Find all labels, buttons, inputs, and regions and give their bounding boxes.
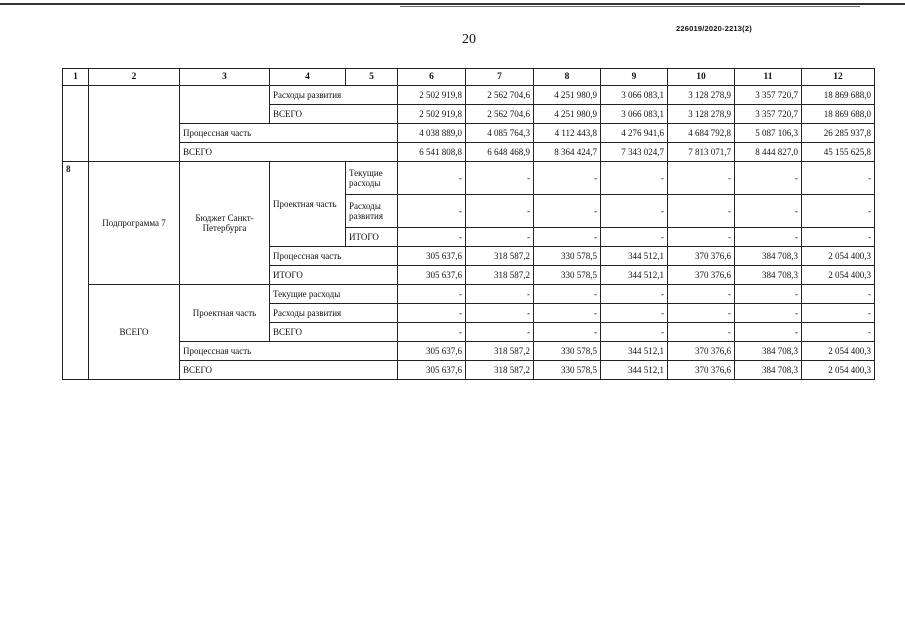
value-cell: 4 684 792,8 [668, 124, 735, 143]
program-name-cell [89, 86, 180, 162]
value-cell: - [398, 228, 466, 247]
value-cell: - [668, 162, 735, 195]
row-label: ВСЕГО [270, 105, 398, 124]
value-cell: - [668, 228, 735, 247]
value-cell: 45 155 625,8 [802, 143, 875, 162]
row-label: Расходы развития [270, 86, 398, 105]
value-cell: 370 376,6 [668, 342, 735, 361]
column-header: 9 [601, 69, 668, 86]
column-header: 8 [534, 69, 601, 86]
value-cell: 4 251 980,9 [534, 86, 601, 105]
value-cell: - [802, 162, 875, 195]
value-cell: - [735, 228, 802, 247]
value-cell: - [735, 285, 802, 304]
table-row [63, 143, 875, 162]
value-cell: - [534, 228, 601, 247]
value-cell: 3 128 278,9 [668, 86, 735, 105]
value-cell: 370 376,6 [668, 266, 735, 285]
table-row [63, 124, 875, 143]
page-number: 20 [462, 32, 476, 47]
value-cell: 344 512,1 [601, 266, 668, 285]
value-cell: 3 066 083,1 [601, 86, 668, 105]
value-cell: - [466, 323, 534, 342]
value-cell: - [534, 162, 601, 195]
value-cell: 6 541 808,8 [398, 143, 466, 162]
row-label: ВСЕГО [180, 143, 398, 162]
value-cell: - [735, 195, 802, 228]
value-cell: - [398, 162, 466, 195]
value-cell: - [398, 195, 466, 228]
column-header: 7 [466, 69, 534, 86]
column-header: 11 [735, 69, 802, 86]
value-cell: 344 512,1 [601, 247, 668, 266]
scan-top-border-secondary [400, 6, 860, 7]
value-cell: 344 512,1 [601, 361, 668, 380]
value-cell: 2 054 400,3 [802, 247, 875, 266]
value-cell: 384 708,3 [735, 361, 802, 380]
value-cell: 2 502 919,8 [398, 86, 466, 105]
value-cell: 8 444 827,0 [735, 143, 802, 162]
value-cell: 6 648 468,9 [466, 143, 534, 162]
program-name-cell: Подпрограмма 7 [89, 162, 180, 285]
value-cell: - [534, 323, 601, 342]
row-label: Текущие расходы [346, 162, 398, 195]
value-cell: 330 578,5 [534, 361, 601, 380]
column-header: 12 [802, 69, 875, 86]
value-cell: - [802, 323, 875, 342]
column-header: 2 [89, 69, 180, 86]
value-cell: 4 276 941,6 [601, 124, 668, 143]
value-cell: 7 813 071,7 [668, 143, 735, 162]
row-label: Расходы развития [270, 304, 398, 323]
row-label: Процессная часть [180, 342, 398, 361]
source-cell: Бюджет Санкт-Петербурга [180, 162, 270, 285]
value-cell: 2 054 400,3 [802, 266, 875, 285]
value-cell: - [466, 162, 534, 195]
value-cell: 318 587,2 [466, 342, 534, 361]
row-label: ИТОГО [270, 266, 398, 285]
row-number-cell: 8 [63, 162, 89, 380]
column-header: 3 [180, 69, 270, 86]
value-cell: 318 587,2 [466, 266, 534, 285]
value-cell: 384 708,3 [735, 342, 802, 361]
value-cell: 370 376,6 [668, 361, 735, 380]
value-cell: - [735, 323, 802, 342]
value-cell: 18 869 688,0 [802, 105, 875, 124]
value-cell: - [398, 304, 466, 323]
table-row [63, 86, 875, 105]
table-row [63, 361, 875, 380]
value-cell: 2 054 400,3 [802, 361, 875, 380]
value-cell: 3 357 720,7 [735, 86, 802, 105]
value-cell: 305 637,6 [398, 342, 466, 361]
value-cell: - [802, 304, 875, 323]
project-part-cell: Проектная часть [180, 285, 270, 342]
value-cell: - [802, 195, 875, 228]
value-cell: - [802, 228, 875, 247]
document-number: 226019/2020-2213(2) [676, 24, 752, 33]
value-cell: 2 562 704,6 [466, 105, 534, 124]
column-number-row [63, 69, 875, 86]
value-cell: 7 343 024,7 [601, 143, 668, 162]
value-cell: 2 054 400,3 [802, 342, 875, 361]
value-cell: 2 562 704,6 [466, 86, 534, 105]
value-cell: - [601, 285, 668, 304]
value-cell: 4 112 443,8 [534, 124, 601, 143]
value-cell: - [802, 285, 875, 304]
value-cell: - [601, 323, 668, 342]
value-cell: - [466, 304, 534, 323]
row-label: ВСЕГО [180, 361, 398, 380]
value-cell: - [735, 162, 802, 195]
value-cell: - [668, 285, 735, 304]
column-header: 5 [346, 69, 398, 86]
value-cell: - [466, 285, 534, 304]
value-cell: 344 512,1 [601, 342, 668, 361]
row-label: ВСЕГО [270, 323, 398, 342]
value-cell: 4 085 764,3 [466, 124, 534, 143]
value-cell: 370 376,6 [668, 247, 735, 266]
value-cell: - [534, 285, 601, 304]
value-cell: 5 087 106,3 [735, 124, 802, 143]
row-label: Процессная часть [180, 124, 398, 143]
column-header: 10 [668, 69, 735, 86]
row-label: Процессная часть [270, 247, 398, 266]
table-row [63, 342, 875, 361]
row-label: ИТОГО [346, 228, 398, 247]
table-row [63, 285, 875, 304]
row-label: Текущие расходы [270, 285, 398, 304]
value-cell: - [466, 228, 534, 247]
value-cell: 26 285 937,8 [802, 124, 875, 143]
value-cell: - [601, 162, 668, 195]
value-cell: - [601, 304, 668, 323]
value-cell: - [534, 195, 601, 228]
value-cell: - [601, 195, 668, 228]
value-cell: - [668, 304, 735, 323]
column-header: 4 [270, 69, 346, 86]
table-row [63, 162, 875, 195]
value-cell: - [668, 195, 735, 228]
value-cell: - [735, 304, 802, 323]
value-cell: 318 587,2 [466, 361, 534, 380]
value-cell: 305 637,6 [398, 266, 466, 285]
value-cell: 3 357 720,7 [735, 105, 802, 124]
value-cell: 330 578,5 [534, 342, 601, 361]
value-cell: 305 637,6 [398, 361, 466, 380]
value-cell: 2 502 919,8 [398, 105, 466, 124]
value-cell: 318 587,2 [466, 247, 534, 266]
total-name-cell: ВСЕГО [89, 285, 180, 380]
value-cell: 4 038 889,0 [398, 124, 466, 143]
column-header: 1 [63, 69, 89, 86]
value-cell: 3 128 278,9 [668, 105, 735, 124]
value-cell: 384 708,3 [735, 266, 802, 285]
value-cell: - [534, 304, 601, 323]
value-cell: 4 251 980,9 [534, 105, 601, 124]
value-cell: - [398, 323, 466, 342]
source-cell [180, 86, 270, 124]
value-cell: 330 578,5 [534, 247, 601, 266]
value-cell: 384 708,3 [735, 247, 802, 266]
value-cell: 3 066 083,1 [601, 105, 668, 124]
budget-table [62, 68, 875, 380]
scan-top-border [0, 3, 905, 5]
column-header: 6 [398, 69, 466, 86]
value-cell: 18 869 688,0 [802, 86, 875, 105]
value-cell: 305 637,6 [398, 247, 466, 266]
value-cell: - [466, 195, 534, 228]
value-cell: - [668, 323, 735, 342]
value-cell: 330 578,5 [534, 266, 601, 285]
value-cell: - [601, 228, 668, 247]
value-cell: - [398, 285, 466, 304]
row-number-cell [63, 86, 89, 162]
project-part-cell: Проектная часть [270, 162, 346, 247]
value-cell: 8 364 424,7 [534, 143, 601, 162]
row-label: Расходы развития [346, 195, 398, 228]
